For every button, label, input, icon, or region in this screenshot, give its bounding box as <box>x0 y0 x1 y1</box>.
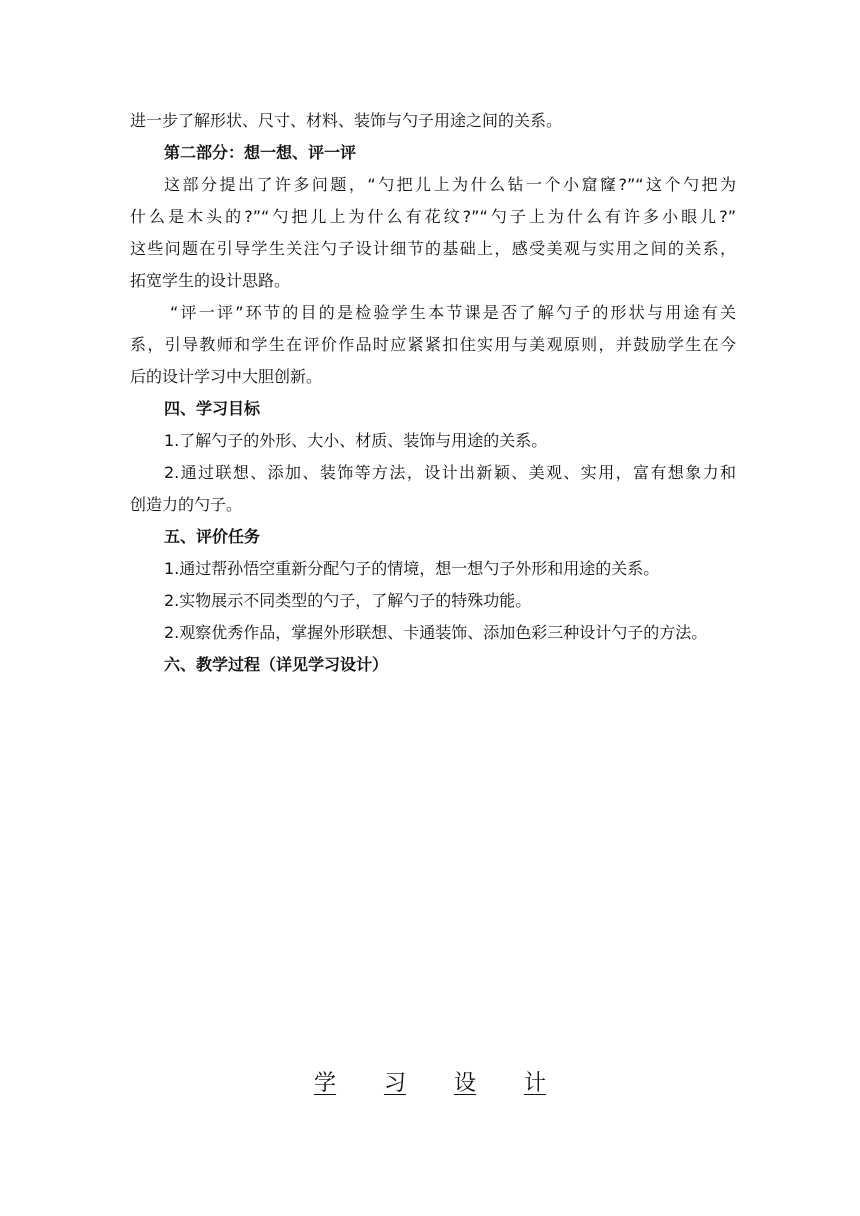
design-title-char: 计 <box>523 1071 546 1096</box>
list-item: 1.了解勺子的外形、大小、材质、装饰与用途的关系。 <box>164 431 548 450</box>
paragraph-line: 什么是木头的?”“勺把儿上为什么有花纹?”“勺子上为什么有许多小眼儿?” <box>130 207 736 226</box>
list-item: 2.观察优秀作品，掌握外形联想、卡通装饰、添加色彩三种设计勺子的方法。 <box>164 623 708 642</box>
paragraph-line: “评一评”环节的目的是检验学生本节课是否了解勺子的形状与用途有关 <box>170 303 736 322</box>
design-title-char: 设 <box>453 1071 476 1096</box>
paragraph-line: 后的设计学习中大胆创新。 <box>130 367 323 386</box>
list-item: 2.通过联想、添加、装饰等方法，设计出新颖、美观、实用，富有想象力和 <box>164 463 736 482</box>
section-heading: 六、教学过程（详见学习设计） <box>164 655 389 674</box>
design-section-title <box>314 1070 546 1098</box>
list-item: 2.实物展示不同类型的勺子，了解勺子的特殊功能。 <box>164 591 532 610</box>
design-title-char: 习 <box>383 1071 406 1096</box>
design-title-char: 学 <box>314 1071 337 1096</box>
paragraph-line: 这部分提出了许多问题，“勺把儿上为什么钻一个小窟窿?”“这个勺把为 <box>164 175 736 194</box>
section-heading: 第二部分：想一想、评一评 <box>164 143 357 162</box>
paragraph-line: 进一步了解形状、尺寸、材料、装饰与勺子用途之间的关系。 <box>130 111 563 130</box>
section-heading: 五、评价任务 <box>164 527 261 546</box>
list-item: 1.通过帮孙悟空重新分配勺子的情境，想一想勺子外形和用途的关系。 <box>164 559 660 578</box>
list-item-continuation: 创造力的勺子。 <box>130 495 243 514</box>
paragraph-line: 系，引导教师和学生在评价作品时应紧紧扣住实用与美观原则，并鼓励学生在今 <box>130 335 736 354</box>
paragraph-line: 拓宽学生的设计思路。 <box>130 271 291 290</box>
section-heading: 四、学习目标 <box>164 399 261 418</box>
paragraph-line: 这些问题在引导学生关注勺子设计细节的基础上，感受美观与实用之间的关系， <box>130 239 736 258</box>
